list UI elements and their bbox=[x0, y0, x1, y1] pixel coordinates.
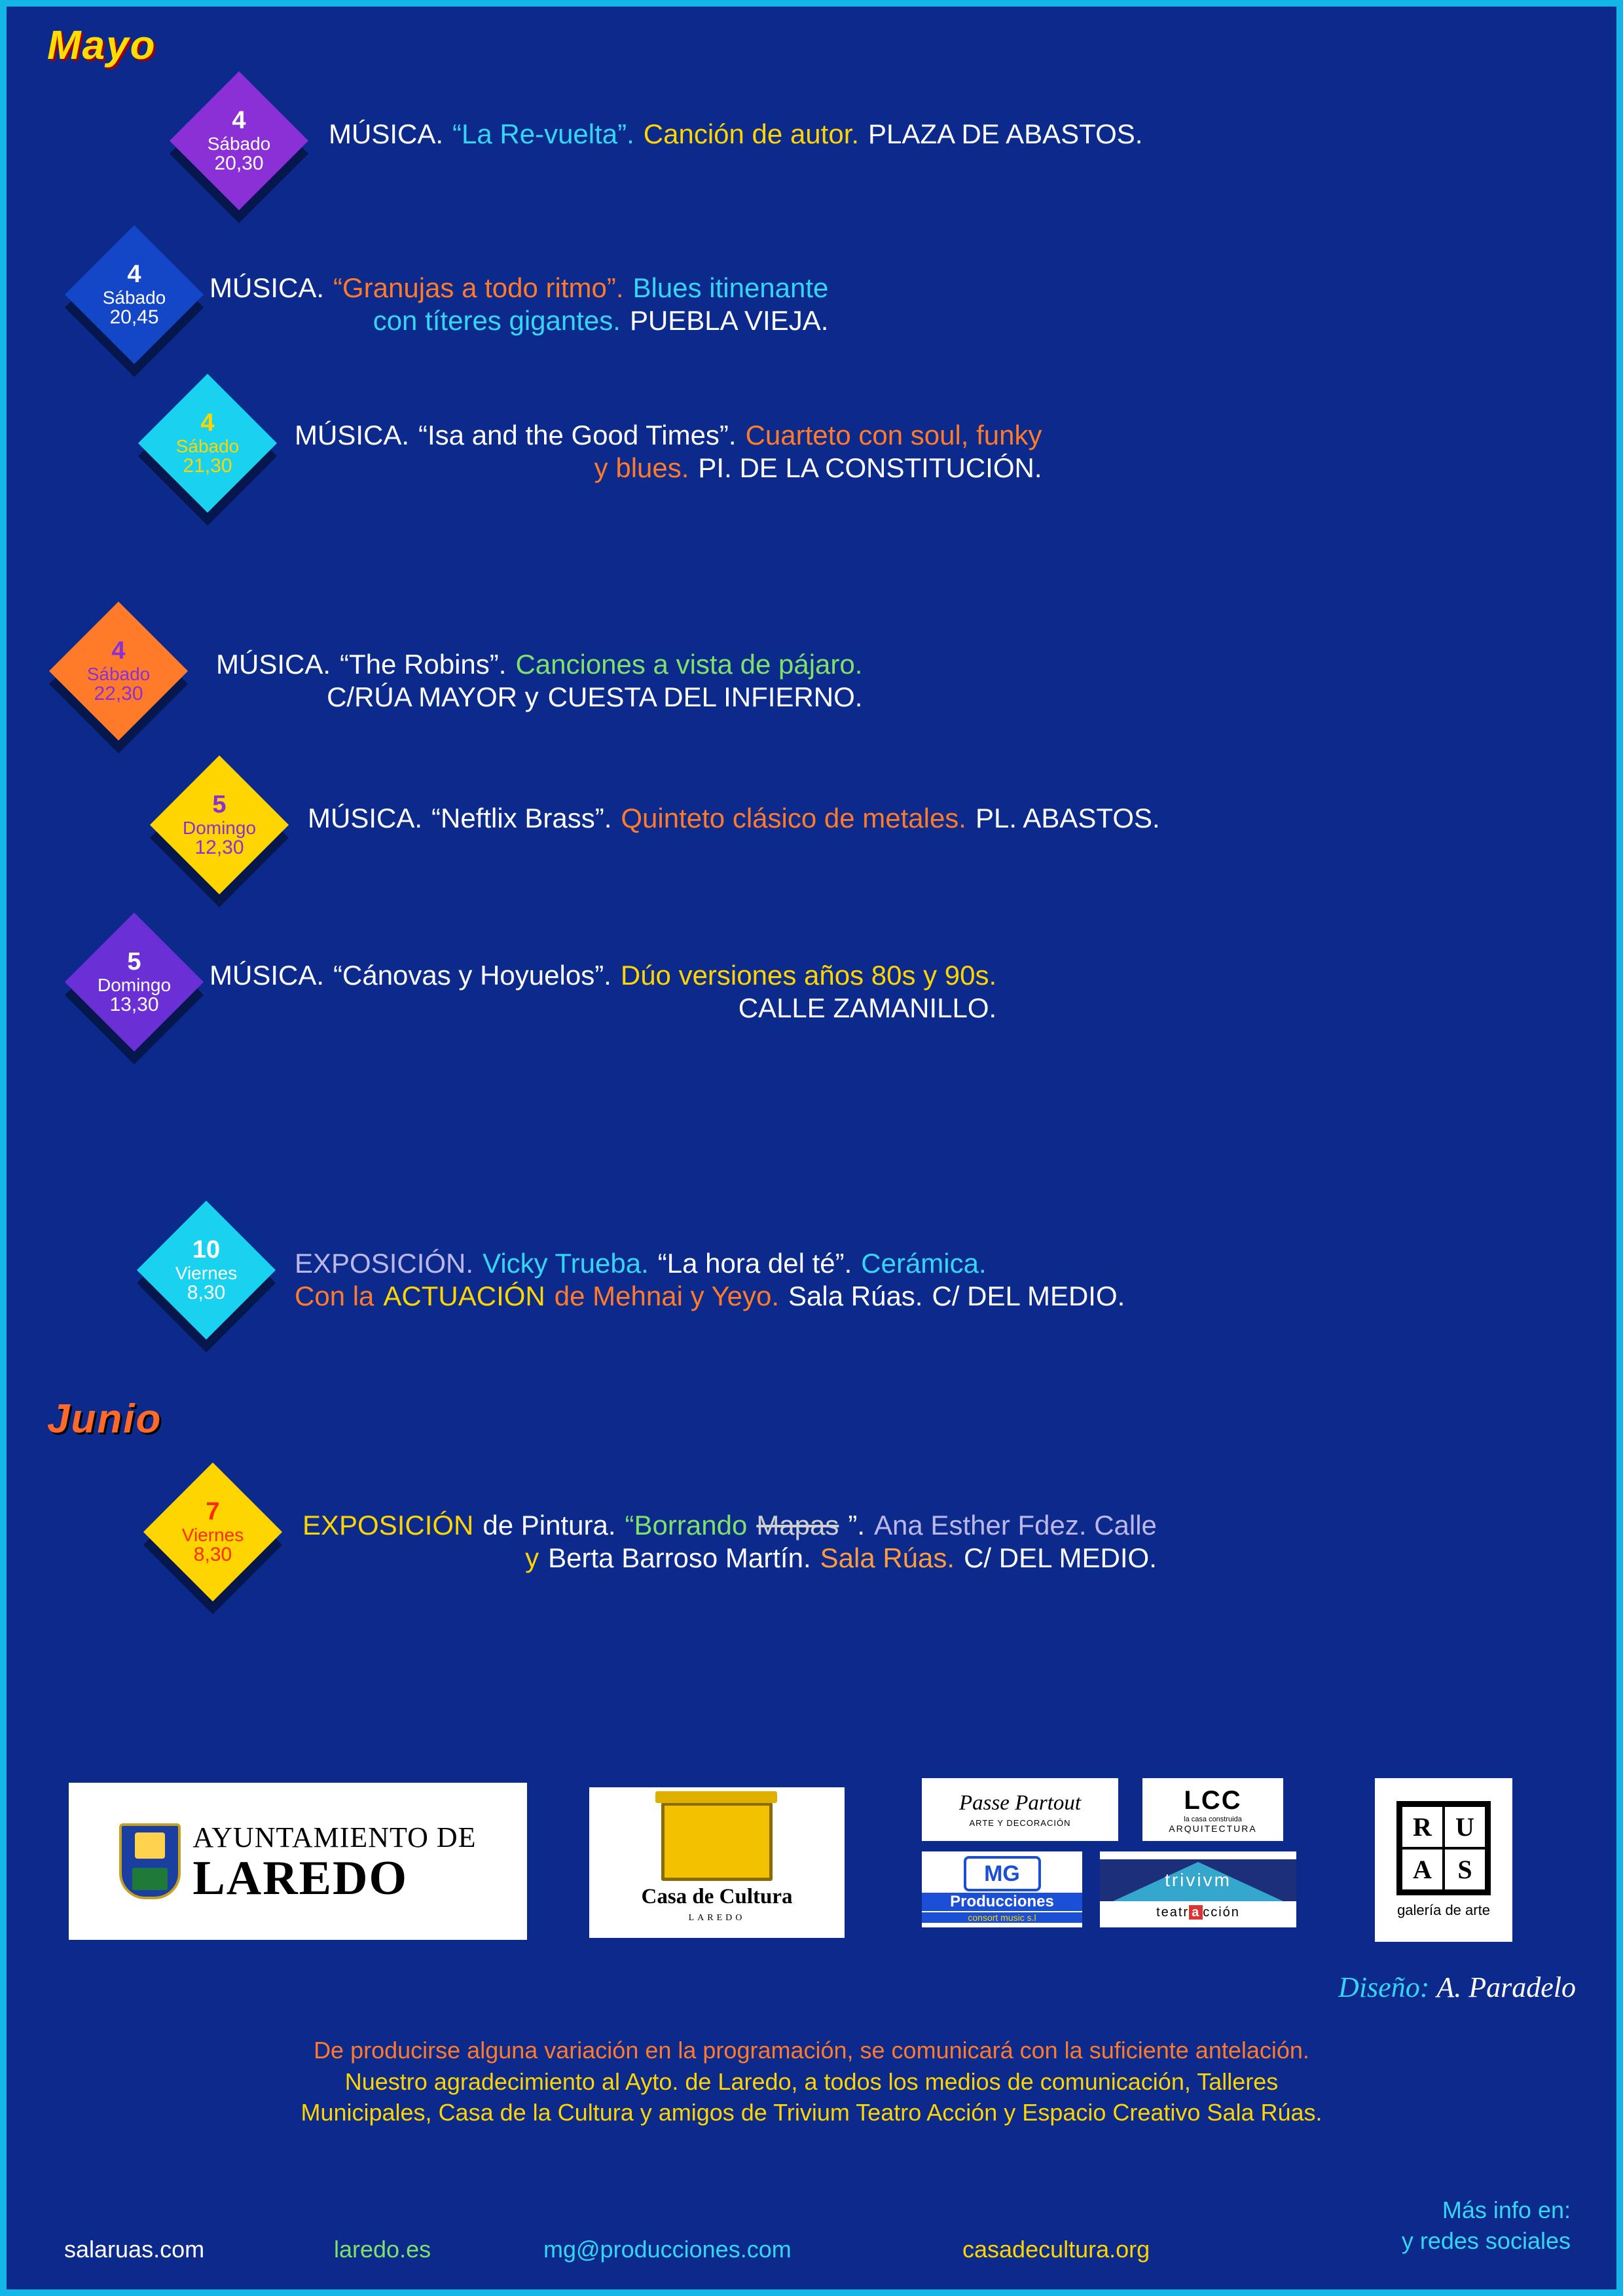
ruas-letters-box bbox=[1396, 1801, 1491, 1895]
event-weekday: Sábado bbox=[175, 435, 240, 456]
event-time: 20,45 bbox=[109, 306, 159, 328]
event-day-number: 5 bbox=[127, 947, 141, 975]
event-weekday: Domingo bbox=[97, 974, 172, 995]
event-date-inner bbox=[190, 92, 288, 190]
event-line-1 bbox=[295, 1247, 1125, 1280]
event-description bbox=[308, 802, 1160, 835]
event-text-segment: Cuarteto con soul, funky bbox=[745, 420, 1042, 450]
ruas-letter-s: S bbox=[1444, 1848, 1486, 1891]
disclaimer-note bbox=[7, 2035, 1616, 2128]
event-weekday: Domingo bbox=[182, 817, 257, 838]
ayuntamiento-line2: LAREDO bbox=[192, 1851, 409, 1905]
trivium-sub-a: teatr bbox=[1156, 1904, 1190, 1920]
event-time: 22,30 bbox=[94, 682, 143, 704]
casa-line1: Casa de Cultura bbox=[641, 1884, 793, 1908]
design-label: Diseño: bbox=[1338, 1971, 1430, 2003]
logo-casa-de-cultura bbox=[589, 1787, 845, 1938]
event-description bbox=[295, 419, 1042, 484]
event-text-segment: Canción de autor. bbox=[643, 118, 860, 149]
event-description bbox=[302, 1509, 1157, 1574]
event-description bbox=[295, 1247, 1125, 1312]
event-text-segment: EXPOSICIÓN. bbox=[295, 1248, 474, 1279]
event-text-segment: C/ DEL MEDIO. bbox=[964, 1542, 1157, 1573]
note-line3: Municipales, Casa de la Cultura y amigos de Trivium Teatro Acción y Espacio Creativo Sala Rúas. bbox=[301, 2099, 1322, 2126]
event-text-segment: Con la bbox=[295, 1280, 374, 1311]
month-heading-junio: Junio bbox=[47, 1396, 162, 1442]
event-text-segment: MÚSICA. bbox=[210, 960, 325, 991]
event-day-number: 5 bbox=[212, 790, 227, 818]
link-salaruas[interactable]: salaruas.com bbox=[64, 2236, 205, 2263]
event-text-segment: EXPOSICIÓN bbox=[302, 1510, 474, 1540]
event-date-inner bbox=[69, 622, 168, 720]
trivium-subtitle bbox=[1156, 1901, 1240, 1920]
more-info bbox=[1402, 2195, 1571, 2257]
design-author: A. Paradelo bbox=[1436, 1971, 1576, 2003]
event-date-diamond bbox=[65, 225, 204, 364]
event-text-segment: Sala Rúas. bbox=[820, 1542, 955, 1573]
event-time: 21,30 bbox=[183, 454, 232, 477]
event-text-segment: “La hora del té”. bbox=[657, 1248, 852, 1279]
event-line-2 bbox=[295, 452, 1042, 484]
event-line-1 bbox=[329, 118, 1142, 151]
event-text-segment: con títeres gigantes. bbox=[373, 304, 621, 336]
event-date-diamond bbox=[138, 374, 277, 513]
event-text-segment: y bbox=[525, 1542, 539, 1573]
event-line-1 bbox=[308, 802, 1160, 835]
event-description bbox=[210, 272, 828, 337]
event-day-number: 4 bbox=[111, 636, 126, 665]
event-text-segment: Mapas bbox=[756, 1510, 839, 1540]
trivium-sub-b: a bbox=[1189, 1905, 1203, 1920]
event-date-diamond bbox=[65, 913, 204, 1051]
event-text-segment: ACTUACIÓN bbox=[383, 1280, 545, 1311]
logo-ruas-galeria bbox=[1375, 1778, 1512, 1942]
event-day-number: 7 bbox=[206, 1497, 220, 1525]
event-line-1 bbox=[295, 419, 1042, 452]
event-time: 12,30 bbox=[194, 836, 244, 858]
link-laredo[interactable]: laredo.es bbox=[334, 2236, 431, 2263]
event-day-number: 4 bbox=[232, 106, 246, 134]
event-date-diamond bbox=[150, 756, 289, 894]
event-date-inner bbox=[157, 1221, 255, 1319]
logo-ayuntamiento-laredo bbox=[69, 1783, 527, 1940]
event-text-segment: MÚSICA. bbox=[216, 649, 331, 680]
more-info-line2: y redes sociales bbox=[1401, 2227, 1571, 2254]
event-line-1 bbox=[210, 959, 996, 992]
trivium-word: trivivm bbox=[1165, 1869, 1231, 1890]
event-line-1 bbox=[210, 272, 828, 304]
event-text-segment: C/RÚA MAYOR y bbox=[327, 681, 539, 712]
event-text-segment: PL. ABASTOS. bbox=[975, 803, 1160, 833]
ruas-letter-a: A bbox=[1401, 1848, 1444, 1891]
event-text-segment: Cerámica. bbox=[861, 1248, 987, 1279]
event-weekday: Sábado bbox=[207, 133, 271, 154]
link-mg-email[interactable]: mg@producciones.com bbox=[543, 2236, 792, 2263]
event-text-segment: MÚSICA. bbox=[308, 803, 423, 833]
event-text-segment: “Isa and the Good Times”. bbox=[418, 420, 737, 450]
logo-trivium bbox=[1100, 1851, 1296, 1927]
event-text-segment: Vicky Trueba. bbox=[483, 1248, 649, 1279]
event-date-diamond bbox=[49, 602, 188, 740]
lcc-line3: ARQUITECTURA bbox=[1169, 1823, 1257, 1834]
event-text-segment: MÚSICA. bbox=[210, 272, 325, 303]
event-text-segment: “Cánovas y Hoyuelos”. bbox=[333, 960, 611, 991]
footer-links bbox=[7, 2196, 1616, 2282]
event-weekday: Viernes bbox=[175, 1262, 238, 1283]
event-text-segment: Blues itinenante bbox=[632, 272, 829, 303]
casa-line2: LAREDO bbox=[688, 1912, 746, 1923]
trivium-banner bbox=[1100, 1859, 1296, 1901]
ruas-letter-r: R bbox=[1401, 1806, 1444, 1848]
trivium-sub-c: cción bbox=[1203, 1904, 1240, 1920]
event-day-number: 4 bbox=[200, 409, 215, 437]
event-day-number: 10 bbox=[192, 1235, 221, 1264]
event-text-segment: de Mehnai y Yeyo. bbox=[554, 1280, 780, 1311]
event-date-inner bbox=[170, 776, 268, 874]
event-line-2 bbox=[216, 681, 862, 714]
event-text-segment: Ana Esther Fdez. Calle bbox=[874, 1510, 1157, 1540]
event-date-inner bbox=[85, 933, 183, 1031]
building-icon bbox=[661, 1802, 773, 1881]
mg-line2: consort music s.l bbox=[922, 1912, 1082, 1923]
sponsor-logos bbox=[7, 1768, 1616, 1958]
logo-mg-producciones bbox=[922, 1851, 1082, 1927]
event-weekday: Sábado bbox=[102, 287, 166, 308]
event-description bbox=[216, 648, 862, 713]
event-weekday: Viernes bbox=[181, 1524, 244, 1545]
event-text-segment: MÚSICA. bbox=[329, 118, 444, 149]
event-text-segment: CALLE ZAMANILLO. bbox=[738, 992, 997, 1023]
event-line-2 bbox=[302, 1542, 1157, 1575]
event-line-1 bbox=[216, 648, 862, 681]
event-text-segment: y blues. bbox=[594, 452, 689, 483]
event-time: 13,30 bbox=[109, 993, 159, 1015]
event-description bbox=[329, 118, 1142, 151]
logo-lcc bbox=[1142, 1778, 1283, 1841]
event-line-2 bbox=[210, 992, 996, 1025]
event-line-2 bbox=[295, 1280, 1125, 1313]
event-text-segment: “Borrando bbox=[625, 1510, 748, 1540]
event-date-inner bbox=[158, 394, 257, 492]
ruas-caption: galería de arte bbox=[1397, 1902, 1490, 1918]
event-text-segment: PUEBLA VIEJA. bbox=[629, 304, 829, 336]
event-text-segment: ”. bbox=[848, 1510, 866, 1540]
more-info-line1: Más info en: bbox=[1442, 2196, 1571, 2223]
event-date-diamond bbox=[170, 71, 308, 210]
event-text-segment: Berta Barroso Martín. bbox=[548, 1542, 811, 1573]
event-text-segment: “The Robins”. bbox=[340, 649, 507, 680]
mg-badge: MG bbox=[964, 1856, 1041, 1891]
design-credit bbox=[1338, 1971, 1576, 2004]
event-date-inner bbox=[85, 246, 183, 344]
event-date-diamond bbox=[137, 1201, 276, 1339]
event-time: 20,30 bbox=[214, 152, 264, 174]
event-day-number: 4 bbox=[127, 260, 141, 288]
event-text-segment: Canciones a vista de pájaro. bbox=[515, 649, 863, 680]
event-description bbox=[210, 959, 996, 1024]
ruas-letter-u: U bbox=[1444, 1806, 1486, 1848]
event-line-1 bbox=[302, 1509, 1157, 1542]
event-date-inner bbox=[164, 1483, 262, 1581]
event-text-segment: Quinteto clásico de metales. bbox=[621, 803, 966, 833]
event-text-segment: “Neftlix Brass”. bbox=[431, 803, 612, 833]
coat-of-arms-icon bbox=[119, 1823, 181, 1899]
event-text-segment: MÚSICA. bbox=[295, 420, 410, 450]
event-text-segment: PI. DE LA CONSTITUCIÓN. bbox=[698, 452, 1042, 483]
mg-line1: Producciones bbox=[922, 1893, 1082, 1911]
ayuntamiento-line1: AYUNTAMIENTO DE bbox=[192, 1821, 477, 1853]
event-text-segment: “La Re-vuelta”. bbox=[452, 118, 634, 149]
passepartout-line1: Passe Partout bbox=[958, 1791, 1082, 1815]
lcc-line1: LCC bbox=[1184, 1785, 1242, 1815]
lcc-line2: la casa construida bbox=[1184, 1815, 1242, 1823]
event-text-segment: Sala Rúas. bbox=[788, 1280, 923, 1311]
logo-passe-partout bbox=[922, 1778, 1118, 1841]
event-time: 8,30 bbox=[193, 1543, 232, 1565]
event-text-segment: C/ DEL MEDIO. bbox=[932, 1280, 1125, 1311]
event-line-2 bbox=[210, 304, 828, 337]
event-text-segment: de Pintura. bbox=[483, 1510, 616, 1540]
event-date-diamond bbox=[143, 1463, 282, 1601]
event-text-segment: Dúo versiones años 80s y 90s. bbox=[620, 960, 997, 991]
month-heading-mayo: Mayo bbox=[47, 23, 156, 68]
note-line1: De producirse alguna variación en la programación, se comunicará con la suficiente antelación. bbox=[314, 2037, 1309, 2064]
event-weekday: Sábado bbox=[86, 663, 151, 684]
note-line2: Nuestro agradecimiento al Ayto. de Laredo, a todos los medios de comunicación, Talleres bbox=[344, 2068, 1279, 2095]
event-text-segment: CUESTA DEL INFIERNO. bbox=[547, 681, 863, 712]
event-text-segment: “Granujas a todo ritmo”. bbox=[333, 272, 624, 303]
passepartout-line2: ARTE Y DECORACIÓN bbox=[969, 1818, 1071, 1828]
link-casadecultura[interactable]: casadecultura.org bbox=[962, 2236, 1150, 2263]
event-time: 8,30 bbox=[187, 1281, 226, 1303]
event-text-segment: PLAZA DE ABASTOS. bbox=[868, 118, 1143, 149]
